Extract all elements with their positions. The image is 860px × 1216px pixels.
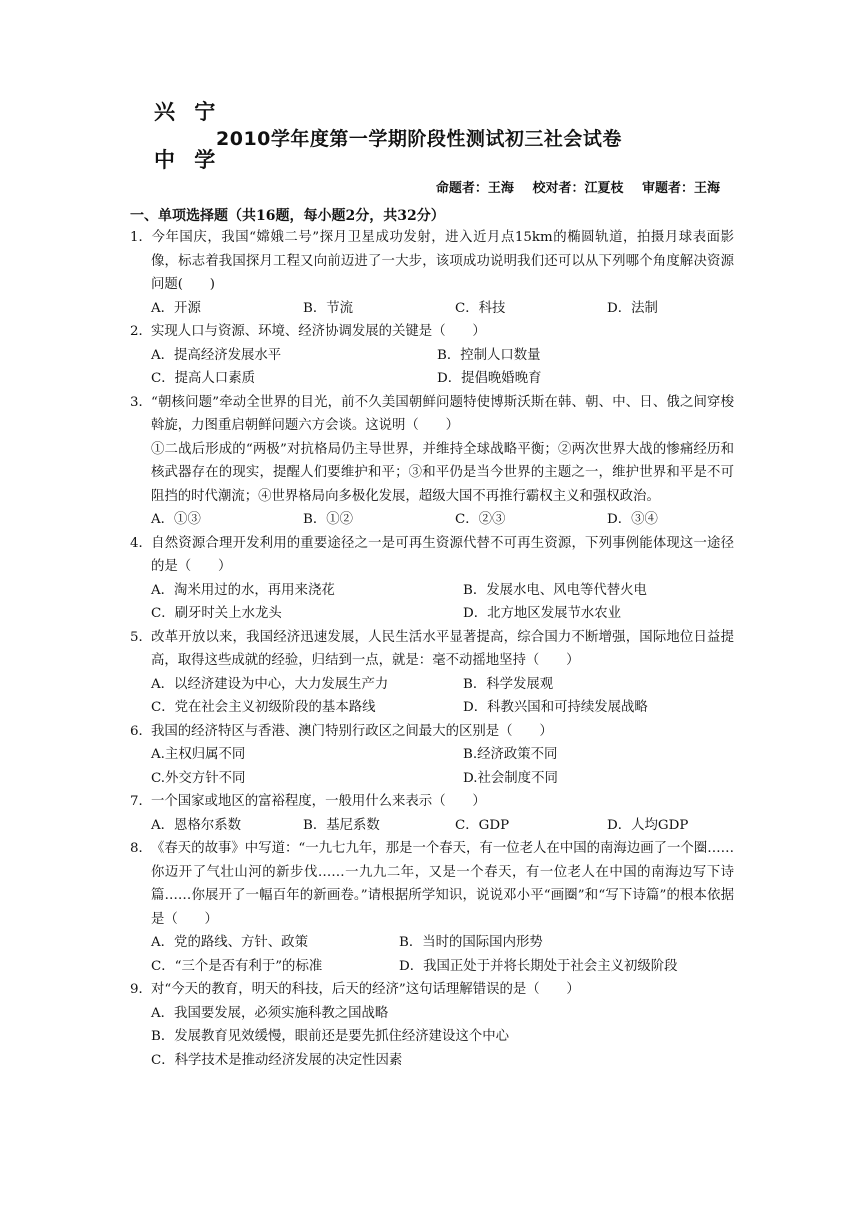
option-b: B．基尼系数 bbox=[303, 817, 380, 833]
option-d: D.社会制度不同 bbox=[463, 770, 558, 786]
option-b: B．控制人口数量 bbox=[437, 347, 541, 363]
question-text: 一个国家或地区的富裕程度，一般用什么来表示（ ） bbox=[151, 794, 486, 809]
question-stem bbox=[130, 837, 734, 931]
option-c: C．“三个是否有利于”的标准 bbox=[151, 958, 323, 974]
option-c: C．提高人口素质 bbox=[151, 371, 255, 386]
question-stem bbox=[130, 226, 734, 297]
option-c: C.外交方针不同 bbox=[151, 770, 246, 786]
option-group bbox=[130, 814, 734, 838]
question-9 bbox=[130, 978, 734, 1072]
question-stem bbox=[130, 790, 734, 814]
option-a: A．恩格尔系数 bbox=[151, 817, 242, 833]
question-number: 3． bbox=[130, 394, 152, 410]
option-a: A．开源 bbox=[151, 300, 201, 316]
question-detail: ①二战后形成的“两极”对抗格局仍主导世界，并维持全球战略平衡；②两次世界大战的惨痛经历和核武器存在的现实，提醒人们要维护和平；③和平仍是当今世界的主题之一，维护世界和平是不可阻挡的时代潮流；④世界格局向多极化发展，超级大国不再推行霸权主义和强权政治。 bbox=[151, 441, 734, 504]
question-text: 我国的经济特区与香港、澳门特别行政区之间最大的区别是（ ） bbox=[151, 723, 553, 739]
option-b: B．节流 bbox=[303, 300, 354, 316]
option-group bbox=[130, 931, 734, 978]
option-group bbox=[130, 673, 734, 720]
option-d: D．我国正处于并将长期处于社会主义初级阶段 bbox=[399, 958, 678, 974]
question-text: 实现人口与资源、环境、经济协调发展的关键是（ ） bbox=[151, 324, 486, 339]
option-c: C．GDP bbox=[455, 817, 510, 833]
question-list bbox=[130, 226, 734, 1072]
question-text: 对“今天的教育，明天的科技，后天的经济”这句话理解错误的是（ ） bbox=[151, 982, 580, 997]
option-a: A．淘米用过的水，再用来浇花 bbox=[151, 582, 335, 598]
option-b: B．发展教育见效缓慢，眼前还是要先抓住经济建设这个中心 bbox=[151, 1029, 509, 1044]
option-a: A．①③ bbox=[151, 512, 201, 527]
question-text: 改革开放以来，我国经济迅速发展，人民生活水平显著提高，综合国力不断增强，国际地位日益提高，取得这些成就的经验，归结到一点，就是：毫不动摇地坚持（ ） bbox=[151, 629, 734, 668]
question-7 bbox=[130, 790, 734, 837]
option-a: A.主权归属不同 bbox=[151, 747, 246, 762]
question-text: 今年国庆，我国“嫦娥二号”探月卫星成功发射，进入近月点15km的椭圆轨道，拍摄月球表面影像，标志着我国探月工程又向前迈进了一大步，该项成功说明我们还可以从下列哪个角度解决资源问题( ) bbox=[151, 230, 734, 292]
option-group bbox=[130, 344, 734, 391]
school-name-line-1: 兴 宁 bbox=[154, 100, 222, 124]
question-number: 7． bbox=[130, 794, 152, 809]
option-d: D．提倡晚婚晚育 bbox=[437, 371, 542, 386]
question-number: 4． bbox=[130, 535, 152, 551]
credits-line bbox=[422, 177, 720, 196]
option-c: C．科学技术是推动经济发展的决定性因素 bbox=[151, 1052, 403, 1068]
question-2 bbox=[130, 320, 734, 391]
option-group bbox=[130, 297, 734, 321]
question-number: 6． bbox=[130, 723, 152, 739]
question-6 bbox=[130, 720, 734, 791]
question-3 bbox=[130, 391, 734, 532]
option-d: D．北方地区发展节水农业 bbox=[463, 606, 622, 621]
reviewer-credit: 审题者：王海 bbox=[641, 181, 720, 196]
question-number: 9． bbox=[130, 982, 152, 997]
option-a: A．提高经济发展水平 bbox=[151, 347, 282, 363]
question-1 bbox=[130, 226, 734, 320]
school-name-line-2: 中 学 bbox=[154, 148, 222, 172]
question-stem bbox=[130, 720, 734, 744]
option-d: D．法制 bbox=[607, 300, 658, 316]
option-d: D．③④ bbox=[607, 512, 658, 527]
option-b: B．科学发展观 bbox=[463, 676, 554, 692]
option-group bbox=[130, 579, 734, 626]
question-stem bbox=[130, 320, 734, 344]
school-name bbox=[154, 100, 222, 172]
option-a: A．我国要发展，必须实施科教之国战略 bbox=[151, 1005, 389, 1021]
question-4 bbox=[130, 532, 734, 626]
option-group bbox=[130, 1002, 734, 1073]
question-stem bbox=[130, 532, 734, 579]
question-text: “朝核问题”牵动全世界的目光，前不久美国朝鲜问题特使博斯沃斯在韩、朝、中、日、俄之间穿梭斡旋，力图重启朝鲜问题六方会谈。这说明（ ） bbox=[151, 394, 734, 433]
question-text: 自然资源合理开发利用的重要途径之一是可再生资源代替不可再生资源，下列事例能体现这一途径的是（ ） bbox=[151, 535, 734, 574]
option-b: B．发展水电、风电等代替火电 bbox=[463, 582, 647, 598]
question-number: 1． bbox=[130, 230, 152, 245]
question-5 bbox=[130, 626, 734, 720]
option-c: C．科技 bbox=[455, 300, 506, 316]
question-number: 8． bbox=[130, 841, 152, 856]
option-b: B．当时的国际国内形势 bbox=[399, 935, 543, 950]
question-number: 2． bbox=[130, 324, 152, 339]
author-credit: 命题者：王海 bbox=[435, 181, 514, 196]
option-c: C．刷牙时关上水龙头 bbox=[151, 606, 282, 621]
option-c: C．党在社会主义初级阶段的基本路线 bbox=[151, 700, 376, 715]
question-8 bbox=[130, 837, 734, 978]
option-a: A．以经济建设为中心，大力发展生产力 bbox=[151, 676, 389, 692]
exam-title: 2010学年度第一学期阶段性测试初三社会试卷 bbox=[216, 128, 622, 150]
question-number: 5． bbox=[130, 629, 152, 645]
question-text: 《春天的故事》中写道：“一九七九年，那是一个春天，有一位老人在中国的南海边画了一个圈……你迈开了气壮山河的新步伐……一九九二年，又是一个春天，有一位老人在中国的南海边写下诗篇……你展开了一幅百年的新画卷。”请根据所学知识，说说邓小平“画圈”和“写下诗篇”的根本依据是（ ） bbox=[151, 841, 734, 927]
option-a: A．党的路线、方针、政策 bbox=[151, 935, 308, 950]
checker-credit: 校对者：江夏枝 bbox=[532, 181, 624, 196]
option-b: B.经济政策不同 bbox=[463, 747, 558, 762]
option-d: D．科教兴国和可持续发展战略 bbox=[463, 700, 648, 715]
option-group bbox=[130, 743, 734, 790]
question-stem bbox=[130, 978, 734, 1002]
question-stem bbox=[130, 391, 734, 438]
option-b: B．①② bbox=[303, 512, 354, 527]
question-stem bbox=[130, 626, 734, 673]
option-c: C．②③ bbox=[455, 512, 506, 527]
option-d: D．人均GDP bbox=[607, 817, 689, 833]
option-group bbox=[130, 508, 734, 532]
section-heading: 一、单项选择题（共16题，每小题2分，共32分） bbox=[130, 208, 445, 224]
